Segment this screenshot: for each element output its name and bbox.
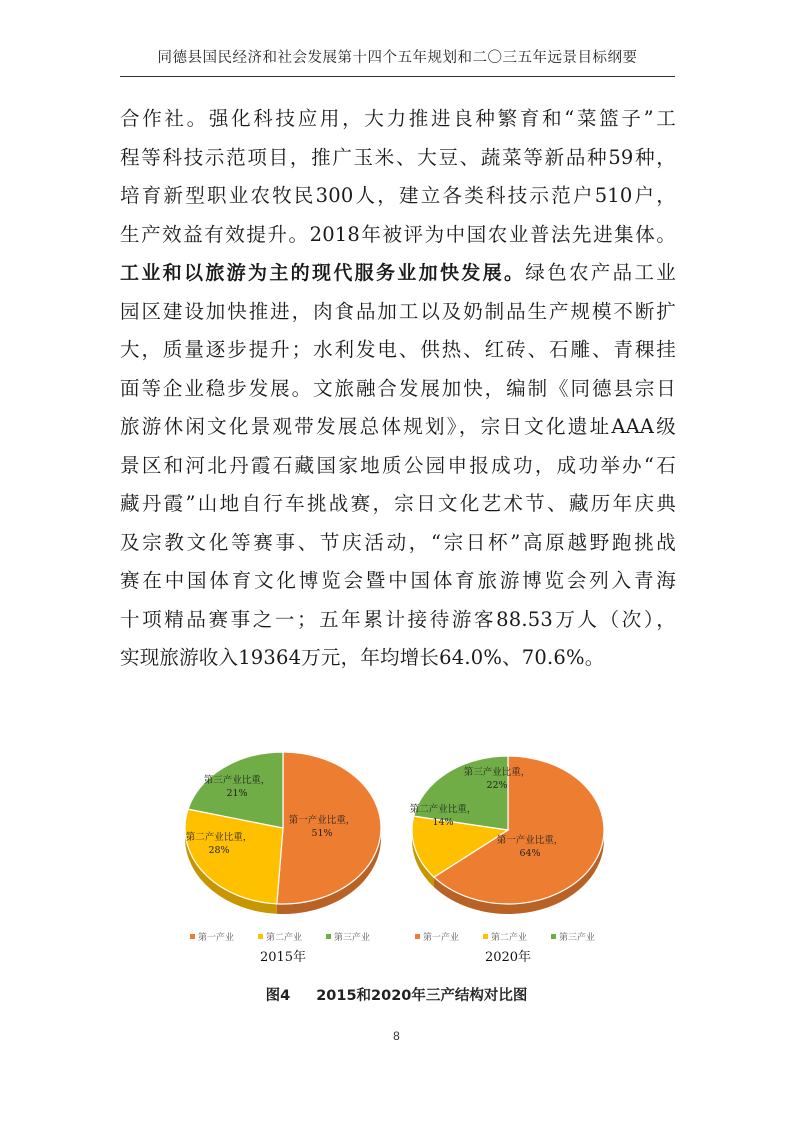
pie-chart-0	[185, 752, 381, 965]
body-text-run: 实现旅游收入19364万元，年均增长64.0%、70.6%。	[120, 646, 605, 669]
body-line	[120, 370, 676, 409]
body-text-run: 园区建设加快推进，肉食品加工以及奶制品生产规模不断扩	[120, 299, 676, 323]
pie-data-label: 第二产业比重， 14%	[409, 804, 477, 828]
body-line	[120, 601, 676, 640]
body-line	[120, 485, 676, 524]
legend-label: 第一产业	[198, 933, 235, 943]
pie-charts	[175, 748, 625, 973]
body-line	[120, 216, 676, 255]
page-number: 8	[393, 1029, 400, 1043]
legend-swatch	[326, 934, 331, 939]
body-text-run: 合作社。强化科技应用，大力推进良种繁育和“菜篮子”工	[120, 107, 676, 130]
body-text-run: 培育新型职业农牧民300人，建立各类科技示范户510户，	[120, 184, 676, 207]
legend-label: 第三产业	[559, 933, 596, 943]
legend-label: 第二产业	[266, 933, 303, 943]
chart-title: 2020年	[484, 950, 532, 965]
body-text-run: 及宗教文化等赛事、节庆活动，“宗日杯”高原越野跑挑战	[120, 530, 676, 554]
figure-caption	[0, 984, 793, 1005]
pie-data-label: 第三产业比重， 22%	[463, 767, 531, 791]
body-text-run: 赛在中国体育文化博览会暨中国体育旅游博览会列入青海	[120, 569, 676, 592]
figure-caption-text: 2015和2020年三产结构对比图	[316, 988, 528, 1004]
body-text-run: 面等企业稳步发展。文旅融合发展加快，编制《同德县宗日	[120, 376, 676, 400]
body-text-run: 生产效益有效提升。2018年被评为中国农业普法先进集体。	[120, 222, 676, 246]
body-line	[120, 100, 676, 139]
body-line	[120, 177, 676, 216]
bold-heading-text: 工业和以旅游为主的现代服务业加快发展。	[120, 262, 526, 284]
body-text-run: 旅游休闲文化景观带发展总体规划》，宗日文化遗址AAA级	[120, 415, 676, 438]
pie-data-label: 第一产业比重， 64%	[496, 835, 564, 859]
header-rule	[120, 76, 675, 77]
body-line	[120, 447, 676, 486]
body-line	[120, 562, 676, 601]
legend-label: 第一产业	[423, 933, 460, 943]
body-line	[120, 408, 676, 447]
legend-swatch	[415, 934, 420, 939]
figure-number: 图4	[265, 988, 291, 1004]
legend-swatch	[551, 934, 556, 939]
body-text-run: 大，质量逐步提升；水利发电、供热、红砖、石雕、青稞挂	[120, 338, 676, 361]
pie-data-label: 第二产业比重， 28%	[185, 832, 253, 856]
legend-swatch	[258, 934, 263, 939]
body-line	[120, 331, 676, 370]
body-line	[120, 293, 676, 332]
legend-swatch	[190, 934, 195, 939]
body-line	[120, 254, 676, 293]
body-line	[120, 524, 676, 563]
body-text	[120, 100, 676, 678]
body-text-run: 程等科技示范项目，推广玉米、大豆、蔬菜等新品种59种，	[120, 145, 676, 169]
running-header: 同德县国民经济和社会发展第十四个五年规划和二〇三五年远景目标纲要	[157, 50, 638, 66]
pie-chart-1	[410, 756, 604, 965]
legend-label: 第三产业	[334, 933, 371, 943]
pie-charts-svg	[175, 748, 625, 973]
pie-data-label: 第一产业比重， 51%	[288, 815, 356, 839]
chart-title: 2015年	[259, 950, 307, 965]
legend-label: 第二产业	[491, 933, 528, 943]
body-text-run: 十项精品赛事之一；五年累计接待游客88.53万人（次），	[120, 607, 676, 631]
legend-swatch	[483, 934, 488, 939]
body-line	[120, 639, 676, 678]
pie-data-label: 第三产业比重， 21%	[203, 775, 271, 799]
body-text-run: 藏丹霞”山地自行车挑战赛，宗日文化艺术节、藏历年庆典	[120, 492, 676, 515]
body-text-run: 绿色农产品工业	[525, 261, 676, 284]
body-text-run: 景区和河北丹霞石藏国家地质公园申报成功，成功举办“石	[120, 453, 676, 477]
body-line	[120, 139, 676, 178]
